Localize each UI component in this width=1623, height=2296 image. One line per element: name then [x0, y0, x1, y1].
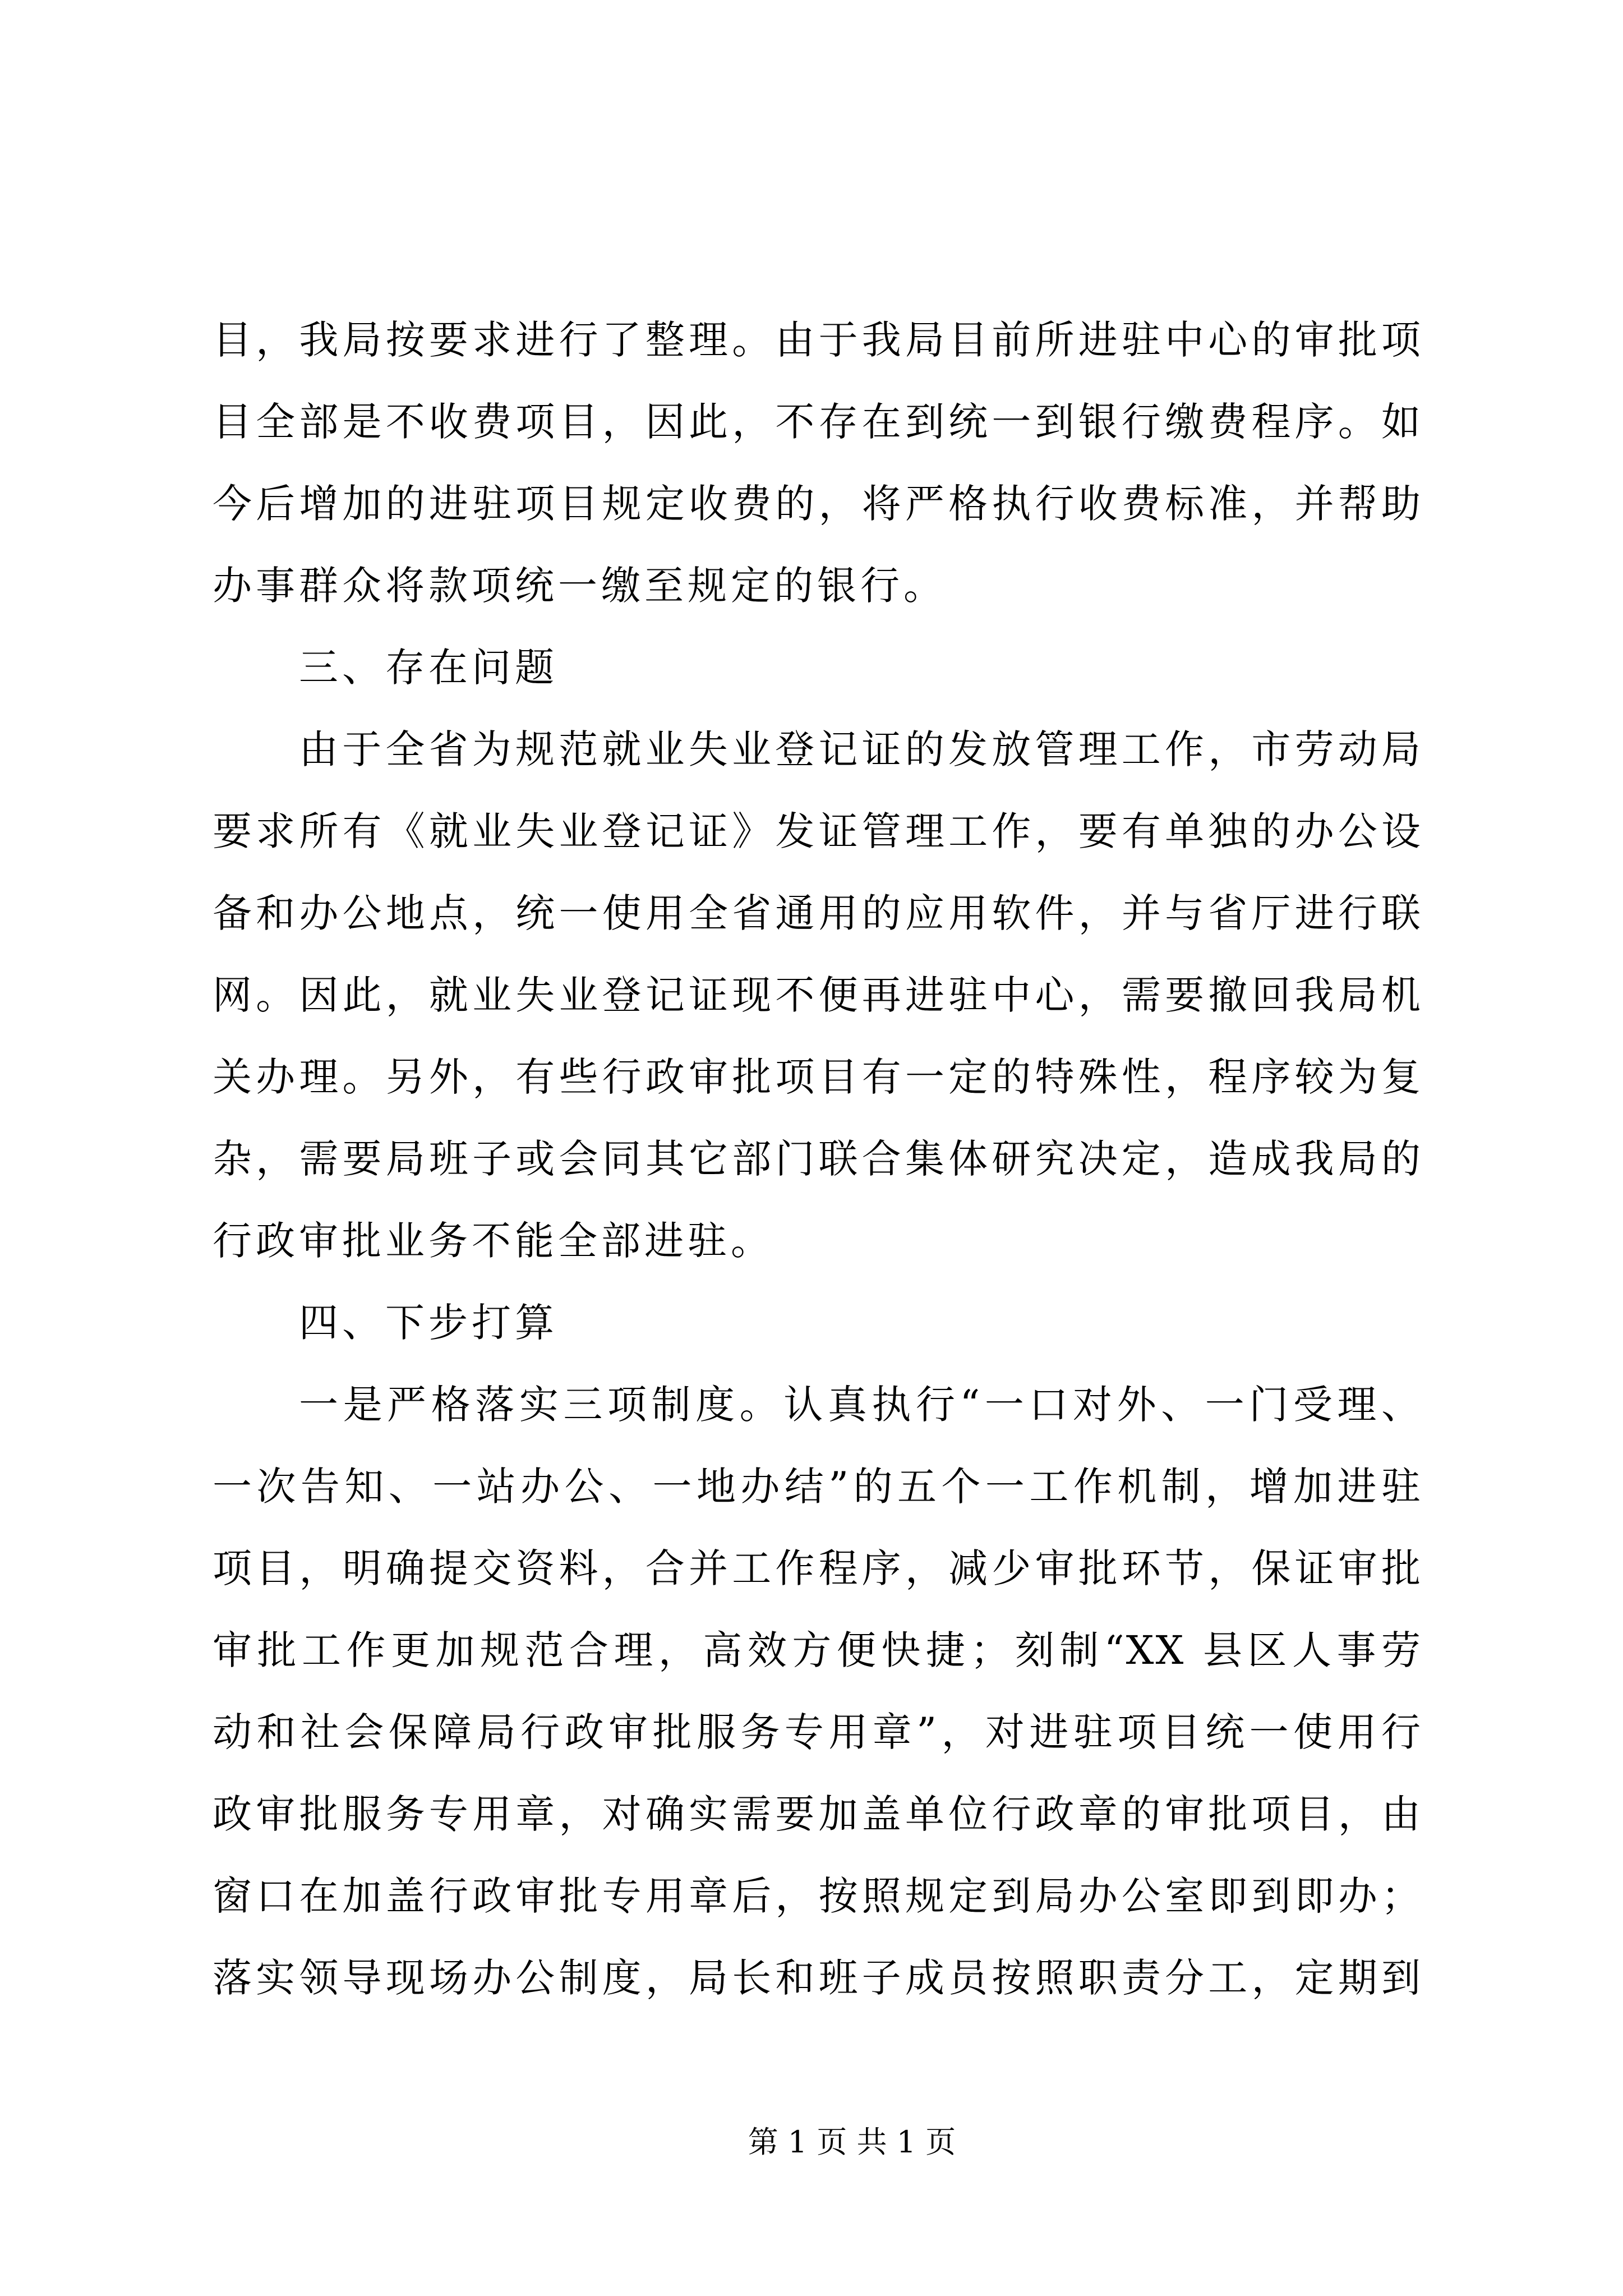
section-heading: [213, 627, 1422, 708]
heading-line: 四、下步打算: [299, 1300, 558, 1346]
text-line: 备和办公地点，统一使用全省通用的应用软件，并与省厅进行联: [213, 890, 1422, 936]
text-line: 目全部是不收费项目，因此，不存在到统一到银行缴费程序。如: [213, 399, 1422, 445]
text-line: 关办理。另外，有些行政审批项目有一定的特殊性，程序较为复: [213, 1054, 1422, 1100]
text-line: 一次告知、一站办公、一地办结”的五个一工作机制，增加进驻: [213, 1464, 1422, 1510]
document-body: [213, 299, 1422, 2019]
text-line: 办事群众将款项统一缴至规定的银行。: [213, 563, 947, 609]
text-line: 杂，需要局班子或会同其它部门联合集体研究决定，造成我局的: [213, 1136, 1422, 1182]
text-line: 动和社会保障局行政审批服务专用章”，对进驻项目统一使用行: [213, 1709, 1422, 1755]
text-line: 项目，明确提交资料，合并工作程序，减少审批环节，保证审批: [213, 1545, 1422, 1591]
text-line: 一是严格落实三项制度。认真执行“一口对外、一门受理、: [299, 1382, 1422, 1428]
text-line: 审批工作更加规范合理，高效方便快捷；刻制“XX 县区人事劳: [213, 1627, 1422, 1673]
paragraph: [213, 708, 1422, 1282]
section-heading: [213, 1282, 1422, 1364]
text-line: 政审批服务专用章，对确实需要加盖单位行政章的审批项目，由: [213, 1791, 1422, 1837]
heading-line: 三、存在问题: [299, 645, 558, 691]
text-line: 目，我局按要求进行了整理。由于我局目前所进驻中心的审批项: [213, 317, 1422, 363]
paragraph: [213, 299, 1422, 627]
text-line: 行政审批业务不能全部进驻。: [213, 1218, 774, 1264]
text-line: 由于全省为规范就业失业登记证的发放管理工作，市劳动局: [299, 726, 1422, 772]
page-number-footer: 第 1 页 共 1 页: [748, 2124, 956, 2160]
text-line: 网。因此，就业失业登记证现不便再进驻中心，需要撤回我局机: [213, 972, 1422, 1018]
text-line: 今后增加的进驻项目规定收费的，将严格执行收费标准，并帮助: [213, 481, 1422, 527]
paragraph: [213, 1364, 1422, 2019]
text-line: 窗口在加盖行政审批专用章后，按照规定到局办公室即到即办；: [213, 1873, 1422, 1919]
text-line: 要求所有《就业失业登记证》发证管理工作，要有单独的办公设: [213, 808, 1422, 854]
text-line: 落实领导现场办公制度，局长和班子成员按照职责分工，定期到: [213, 1955, 1422, 2001]
